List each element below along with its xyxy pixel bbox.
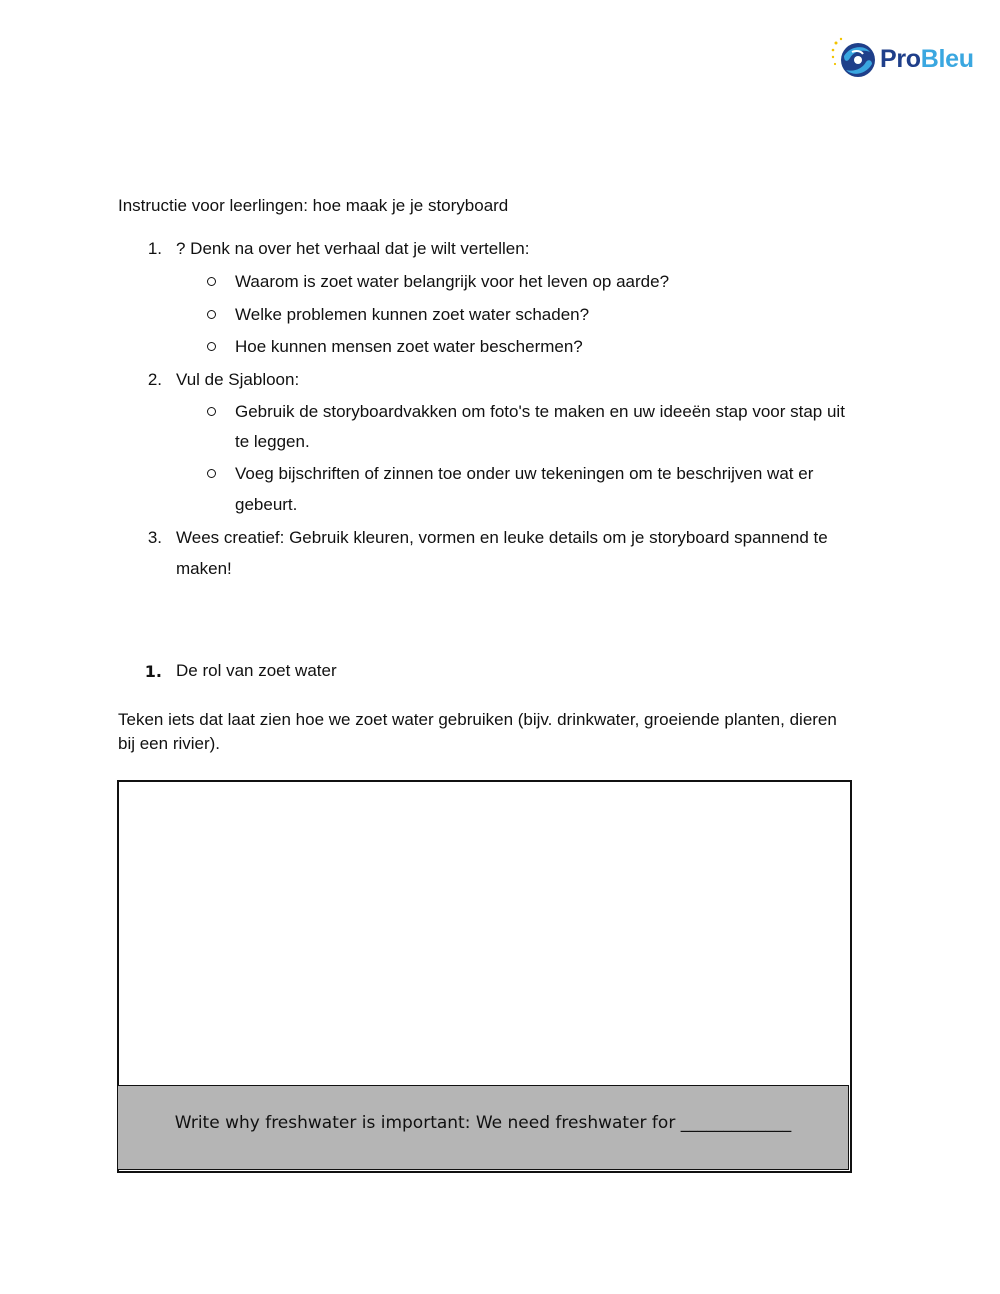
logo-text-bleu: Bleu — [920, 44, 974, 73]
step-2-text: Vul de Sjabloon: — [176, 370, 300, 389]
caption-text: Write why freshwater is important: We need freshwater for _____________ — [174, 1112, 792, 1133]
step-3-number: 3. — [147, 528, 162, 547]
step-2-number: 2. — [147, 370, 162, 389]
step-2-bullet-1-line-2: te leggen. — [235, 432, 310, 451]
caption-bar[interactable] — [117, 1085, 849, 1170]
step-2-bullet-1-line-1: Gebruik de storyboardvakken om foto's te maken en uw ideeën stap voor stap uit — [235, 402, 845, 421]
section-number: 1. — [144, 662, 162, 681]
task-text-line-1: Teken iets dat laat zien hoe we zoet water gebruiken (bijv. drinkwater, groeiende planten, dieren — [118, 710, 837, 729]
step-3-text-line-2: maken! — [176, 559, 232, 578]
bullet-circle-icon — [207, 407, 216, 416]
probleu-logo — [830, 36, 974, 82]
bullet-circle-icon — [207, 310, 216, 319]
task-text-line-2: bij een rivier). — [118, 734, 221, 753]
step-1-text: ? Denk na over het verhaal dat je wilt vertellen: — [176, 239, 530, 258]
section-title: De rol van zoet water — [176, 661, 337, 680]
bullet-circle-icon — [207, 277, 216, 286]
bullet-circle-icon — [207, 469, 216, 478]
step-1-number: 1. — [147, 239, 162, 258]
bullet-circle-icon — [207, 342, 216, 351]
step-1-bullet-1: Waarom is zoet water belangrijk voor het leven op aarde? — [235, 272, 670, 291]
step-1-bullet-2: Welke problemen kunnen zoet water schaden? — [235, 305, 590, 324]
step-2-bullet-2-line-2: gebeurt. — [235, 495, 298, 514]
instruction-title: Instructie voor leerlingen: hoe maak je je storyboard — [118, 196, 509, 215]
logo-wordmark — [880, 45, 974, 74]
probleu-emblem-icon — [830, 36, 878, 82]
logo-text-pro: Pro — [880, 44, 921, 73]
step-1-bullet-3: Hoe kunnen mensen zoet water beschermen? — [235, 337, 583, 356]
step-3-text-line-1: Wees creatief: Gebruik kleuren, vormen en leuke details om je storyboard spannend te — [176, 528, 828, 547]
step-2-bullet-2-line-1: Voeg bijschriften of zinnen toe onder uw tekeningen om te beschrijven wat er — [235, 464, 814, 483]
